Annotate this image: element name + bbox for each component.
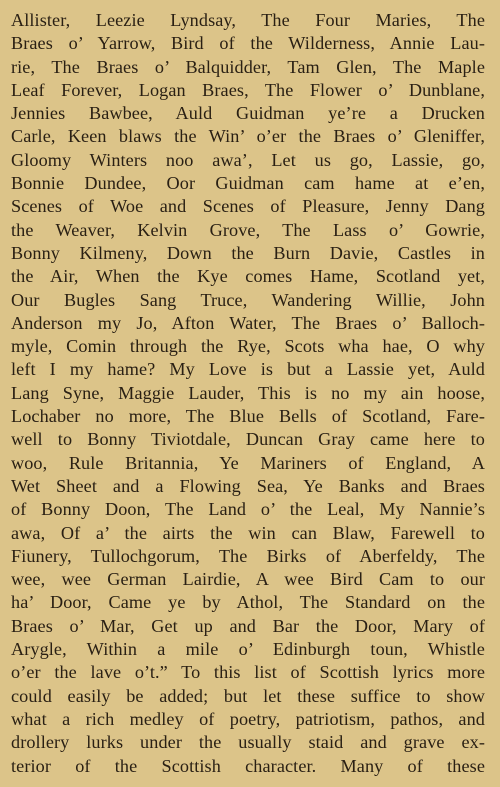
text-line: Wet Sheet and a Flowing Sea, Ye Banks and Braes [11,475,485,496]
text-line: could easily be added; but let these suffice to show [11,685,485,706]
text-line: the Weaver, Kelvin Grove, The Lass o’ Gowrie, [11,219,485,240]
text-line: the Air, When the Kye comes Hame, Scotland yet, [11,266,485,287]
text-line: Braes o’ Mar, Get up and Bar the Door, Mary of [11,615,485,636]
text-line: Our Bugles Sang Truce, Wandering Willie, John [11,289,485,310]
text-line: Fiunery, Tullochgorum, The Birks of Aberfeldy, The [11,545,485,566]
text-line: Allister, Leezie Lyndsay, The Four Maries, The [11,10,485,30]
text-line: Scenes of Woe and Scenes of Pleasure, Jenny Dang [11,196,485,217]
text-line: woo, Rule Britannia, Ye Mariners of England, A [11,452,485,473]
text-line: Bonnie Dundee, Oor Guidman cam hame at e’en, [11,173,485,194]
text-line: ha’ Door, Came ye by Athol, The Standard on the [11,592,485,613]
text-line: o’er the lave o’t.” To this list of Scottish lyrics more [11,662,485,683]
text-line: Jennies Bawbee, Auld Guidman ye’re a Drucken [11,103,485,124]
text-line: drollery lurks under the usually staid and grave ex- [11,732,485,753]
text-line: what a rich medley of poetry, patriotism, pathos, and [11,708,485,729]
text-line: Lochaber no more, The Blue Bells of Scotland, Fare- [11,406,485,427]
text-line: of Bonny Doon, The Land o’ the Leal, My Nannie’s [11,499,485,520]
text-line: Bonny Kilmeny, Down the Burn Davie, Castles in [11,242,485,263]
text-line: well to Bonny Tiviotdale, Duncan Gray came here to [11,429,485,450]
text-line: rie, The Braes o’ Balquidder, Tam Glen, The Maple [11,56,485,77]
text-line: awa, Of a’ the airts the win can Blaw, Farewell to [11,522,485,543]
text-line: myle, Comin through the Rye, Scots wha hae, O why [11,336,485,357]
text-line: Arygle, Within a mile o’ Edinburgh toun, Whistle [11,639,485,660]
text-line: Anderson my Jo, Afton Water, The Braes o’ Balloch- [11,312,485,333]
body-text [11,9,485,778]
text-line: Braes o’ Yarrow, Bird of the Wilderness, Annie Lau- [11,33,485,54]
text-line: wee, wee German Lairdie, A wee Bird Cam to our [11,569,485,590]
text-line: Lang Syne, Maggie Lauder, This is no my ain hoose, [11,382,485,403]
text-line: left I my hame? My Love is but a Lassie yet, Auld [11,359,485,380]
text-line: Carle, Keen blaws the Win’ o’er the Braes o’ Gleniffer, [11,126,485,147]
text-line: Gloomy Winters noo awa’, Let us go, Lassie, go, [11,149,485,170]
text-line: Leaf Forever, Logan Braes, The Flower o’ Dunblane, [11,79,485,100]
text-line: terior of the Scottish character. Many of these [11,755,485,776]
